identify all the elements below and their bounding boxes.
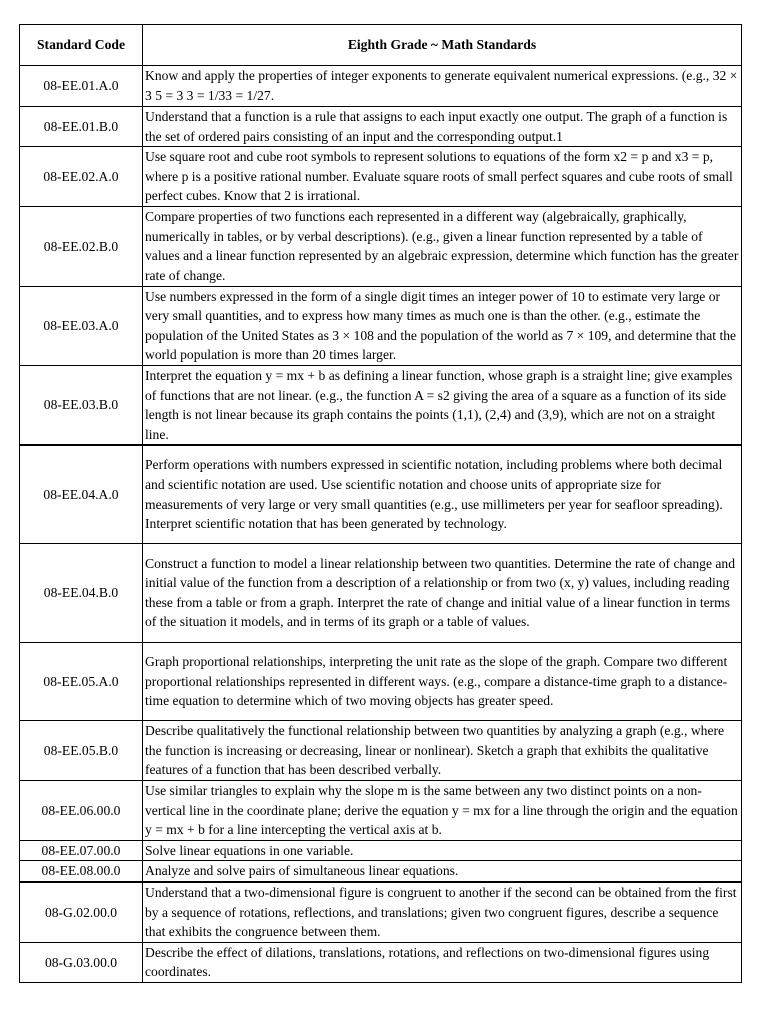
table-row xyxy=(20,445,742,543)
standard-code: 08-EE.03.B.0 xyxy=(20,365,143,445)
standard-code: 08-EE.05.A.0 xyxy=(20,642,143,720)
standard-code: 08-EE.02.A.0 xyxy=(20,147,143,207)
standard-description: Use numbers expressed in the form of a single digit times an integer power of 10 to estimate very large or very small quantities, and to express how many times as much one is than the other. (e.g., estimate the population of the United States as 3 × 108 and the population of the world as 7 × 109, and determine that the world population is more than 20 times larger. xyxy=(143,286,742,365)
standard-description: Compare properties of two functions each represented in a different way (algebraically, graphically, numerically in tables, or by verbal descriptions). (e.g., given a linear function represented by a table of values and a linear function represented by an algebraic expression, determine which function has the greater rate of change. xyxy=(143,207,742,286)
standard-code: 08-EE.01.A.0 xyxy=(20,66,143,107)
standard-code: 08-EE.04.A.0 xyxy=(20,445,143,543)
standard-code: 08-EE.07.00.0 xyxy=(20,840,143,861)
standard-description: Know and apply the properties of integer exponents to generate equivalent numerical expressions. (e.g., 32 × 3 5 = 3 3 = 1/33 = 1/27. xyxy=(143,66,742,107)
standard-description: Graph proportional relationships, interpreting the unit rate as the slope of the graph. Compare two different proportional relationships represented in different ways. (e.g., compare a distance-time graph to a distance-time equation to determine which of two moving objects has greater speed. xyxy=(143,642,742,720)
standard-code: 08-EE.01.B.0 xyxy=(20,107,143,147)
table-row xyxy=(20,720,742,780)
table-row xyxy=(20,286,742,365)
standard-description: Analyze and solve pairs of simultaneous linear equations. xyxy=(143,861,742,882)
standard-code: 08-EE.04.B.0 xyxy=(20,543,143,642)
standard-description: Describe the effect of dilations, translations, rotations, and reflections on two-dimensional figures using coordinates. xyxy=(143,942,742,982)
table-row xyxy=(20,543,742,642)
table-row xyxy=(20,66,742,107)
standard-description: Perform operations with numbers expressed in scientific notation, including problems where both decimal and scientific notation are used. Use scientific notation and choose units of appropriate size for measurements of very large or very small quantities (e.g., use millimeters per year for seafloor spreading). Interpret scientific notation that has been generated by technology. xyxy=(143,445,742,543)
standard-code: 08-EE.05.B.0 xyxy=(20,720,143,780)
standard-description: Use similar triangles to explain why the slope m is the same between any two distinct points on a non-vertical line in the coordinate plane; derive the equation y = mx for a line through the origin and the equation y = mx + b for a line intercepting the vertical axis at b. xyxy=(143,780,742,840)
standard-code: 08-EE.02.B.0 xyxy=(20,207,143,286)
table-row xyxy=(20,642,742,720)
table-row xyxy=(20,780,742,840)
standard-description: Understand that a function is a rule that assigns to each input exactly one output. The graph of a function is the set of ordered pairs consisting of an input and the corresponding output.1 xyxy=(143,107,742,147)
standard-code: 08-G.03.00.0 xyxy=(20,942,143,982)
standard-description: Solve linear equations in one variable. xyxy=(143,840,742,861)
table-row xyxy=(20,207,742,286)
header-row xyxy=(20,25,742,66)
standard-code: 08-EE.08.00.0 xyxy=(20,861,143,882)
header-standard-code: Standard Code xyxy=(20,25,143,66)
standards-table xyxy=(19,24,742,983)
standard-description: Describe qualitatively the functional relationship between two quantities by analyzing a graph (e.g., where the function is increasing or decreasing, linear or nonlinear). Sketch a graph that exhibits the qualitative features of a function that has been described verbally. xyxy=(143,720,742,780)
standard-description: Construct a function to model a linear relationship between two quantities. Determine the rate of change and initial value of the function from a description of a relationship or from two (x, y) values, including reading these from a table or from a graph. Interpret the rate of change and initial value of a linear function in terms of the situation it models, and in terms of its graph or a table of values. xyxy=(143,543,742,642)
table-row xyxy=(20,882,742,942)
standard-code: 08-EE.06.00.0 xyxy=(20,780,143,840)
table-row xyxy=(20,861,742,882)
table-row xyxy=(20,147,742,207)
header-math-standards: Eighth Grade ~ Math Standards xyxy=(143,25,742,66)
table-row xyxy=(20,107,742,147)
table-row xyxy=(20,840,742,861)
standard-code: 08-EE.03.A.0 xyxy=(20,286,143,365)
standard-description: Interpret the equation y = mx + b as defining a linear function, whose graph is a straight line; give examples of functions that are not linear. (e.g., the function A = s2 giving the area of a square as a function of its side length is not linear because its graph contains the points (1,1), (2,4) and (3,9), which are not on a straight line. xyxy=(143,365,742,445)
table-row xyxy=(20,942,742,982)
standard-code: 08-G.02.00.0 xyxy=(20,882,143,942)
standard-description: Understand that a two-dimensional figure is congruent to another if the second can be obtained from the first by a sequence of rotations, reflections, and translations; given two congruent figures, describe a sequence that exhibits the congruence between them. xyxy=(143,882,742,942)
table-row xyxy=(20,365,742,445)
standard-description: Use square root and cube root symbols to represent solutions to equations of the form x2 = p and x3 = p, where p is a positive rational number. Evaluate square roots of small perfect squares and cube roots of small perfect cubes. Know that 2 is irrational. xyxy=(143,147,742,207)
